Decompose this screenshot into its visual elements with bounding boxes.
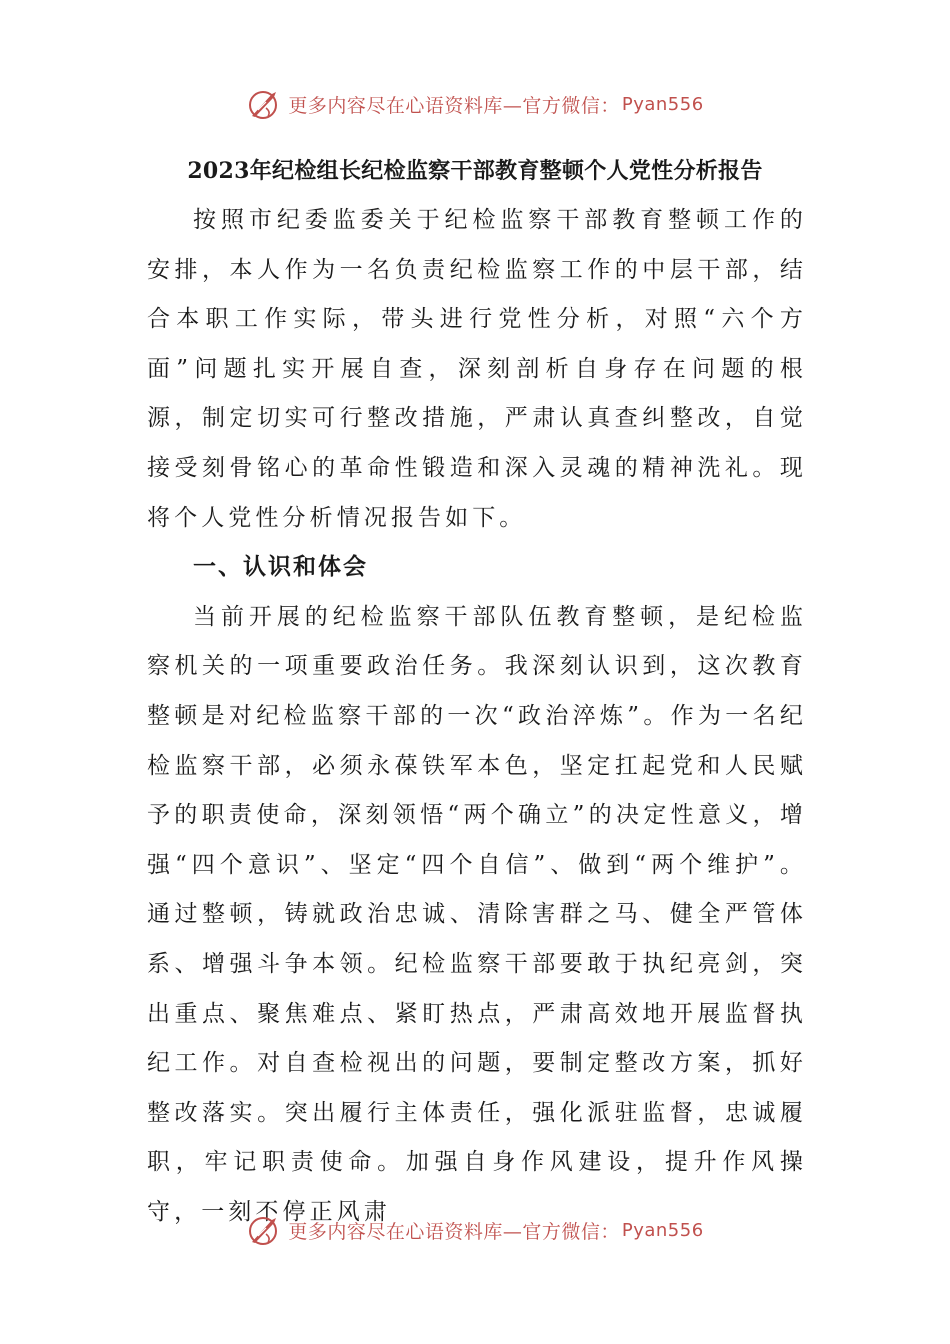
section-1-paragraph: 当前开展的纪检监察干部队伍教育整顿，是纪检监察机关的一项重要政治任务。我深刻认识到，这次教育整顿是对纪检监察干部的一次“政治淬炼”。作为一名纪检监察干部，必须永葆铁军本色，坚定扛起党和人民赋予的职责使命，深刻领悟“两个确立”的决定性意义，增强“四个意识”、坚定“四个自信”、做到“两个维护”。通过整顿，铸就政治忠诚、清除害群之马、健全严管体系、增强斗争本领。纪检监察干部要敢于执纪亮剑，突出重点、聚焦难点、紧盯热点，严肃高效地开展监督执纪工作。对自查检视出的问题，要制定整改方案，抓好整改落实。突出履行主体责任，强化派驻监督，忠诚履职，牢记职责使命。加强自身作风建设，提升作风操守，一刻不停正风肃 <box>147 603 807 1225</box>
watermark-text: 更多内容尽在心语资料库—官方微信： <box>288 94 620 117</box>
watermark-handle: Pyan556 <box>621 93 704 115</box>
document-title: 2023年纪检组长纪检监察干部教育整顿个人党性分析报告 <box>187 158 763 184</box>
watermark-handle: Pyan556 <box>621 1219 704 1241</box>
quill-pen-circle-icon <box>246 1212 282 1248</box>
watermark-banner-top <box>0 84 950 124</box>
watermark-text: 更多内容尽在心语资料库—官方微信： <box>288 1220 620 1243</box>
watermark-banner-bottom <box>0 1210 950 1250</box>
document-body <box>147 196 807 1237</box>
intro-paragraph: 按照市纪委监委关于纪检监察干部教育整顿工作的安排，本人作为一名负责纪检监察工作的中层干部，结合本职工作实际，带头进行党性分析，对照“六个方面”问题扎实开展自查，深刻剖析自身存在问题的根源，制定切实可行整改措施，严肃认真查纠整改，自觉接受刻骨铭心的革命性锻造和深入灵魂的精神洗礼。现将个人党性分析情况报告如下。 <box>147 207 807 531</box>
quill-pen-circle-icon <box>246 86 282 122</box>
section-heading-1: 一、认识和体会 <box>193 554 368 581</box>
